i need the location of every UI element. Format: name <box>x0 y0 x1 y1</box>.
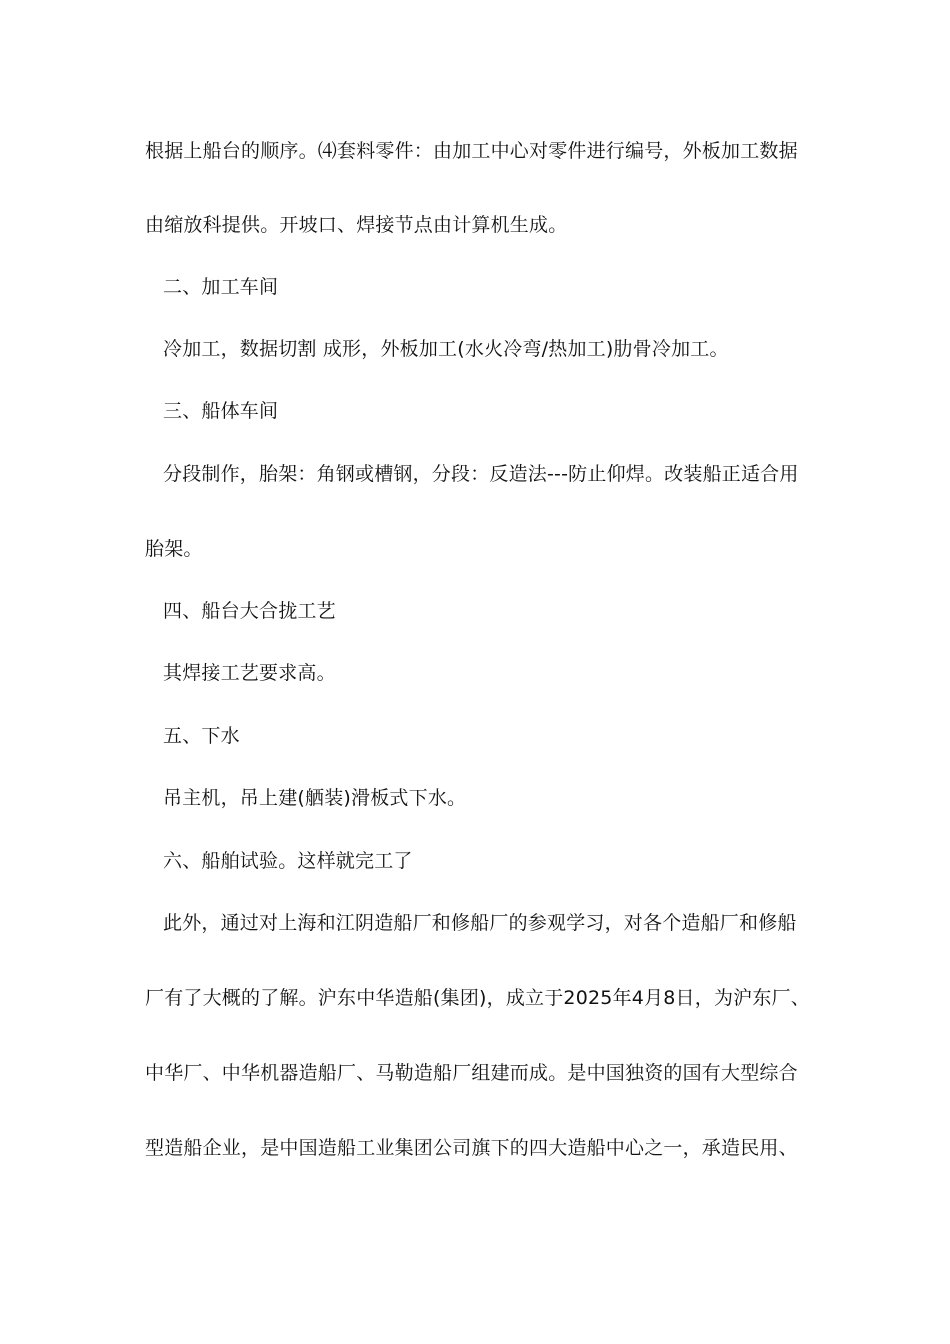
text-line-1: 根据上船台的顺序。⑷套料零件：由加工中心对零件进行编号，外板加工数据 <box>145 140 798 162</box>
section-heading-berth-assembly: 四、船台大合拢工艺 <box>163 600 336 622</box>
text-line-13: 此外，通过对上海和江阴造船厂和修船厂的参观学习，对各个造船厂和修船 <box>163 912 797 934</box>
section-heading-processing-workshop: 二、加工车间 <box>163 276 279 298</box>
text-line-16: 型造船企业，是中国造船工业集团公司旗下的四大造船中心之一，承造民用、 <box>145 1137 798 1159</box>
text-line-14: 厂有了大概的了解。沪东中华造船(集团)，成立于2025年4月8日，为沪东厂、 <box>145 987 810 1009</box>
text-line-7: 胎架。 <box>145 538 203 560</box>
section-heading-ship-trials: 六、船舶试验。这样就完工了 <box>163 850 413 872</box>
text-line-6: 分段制作，胎架：角钢或槽钢，分段：反造法---防止仰焊。改装船正适合用 <box>163 463 799 485</box>
text-line-2: 由缩放科提供。开坡口、焊接节点由计算机生成。 <box>145 214 568 236</box>
text-line-4: 冷加工，数据切割 成形，外板加工(水火冷弯/热加工)肋骨冷加工。 <box>163 338 729 360</box>
section-heading-hull-workshop: 三、船体车间 <box>163 400 279 422</box>
text-line-11: 吊主机，吊上建(舾装)滑板式下水。 <box>163 787 467 809</box>
section-heading-launching: 五、下水 <box>163 725 240 747</box>
text-line-15: 中华厂、中华机器造船厂、马勒造船厂组建而成。是中国独资的国有大型综合 <box>145 1062 798 1084</box>
text-line-9: 其焊接工艺要求高。 <box>163 662 336 684</box>
